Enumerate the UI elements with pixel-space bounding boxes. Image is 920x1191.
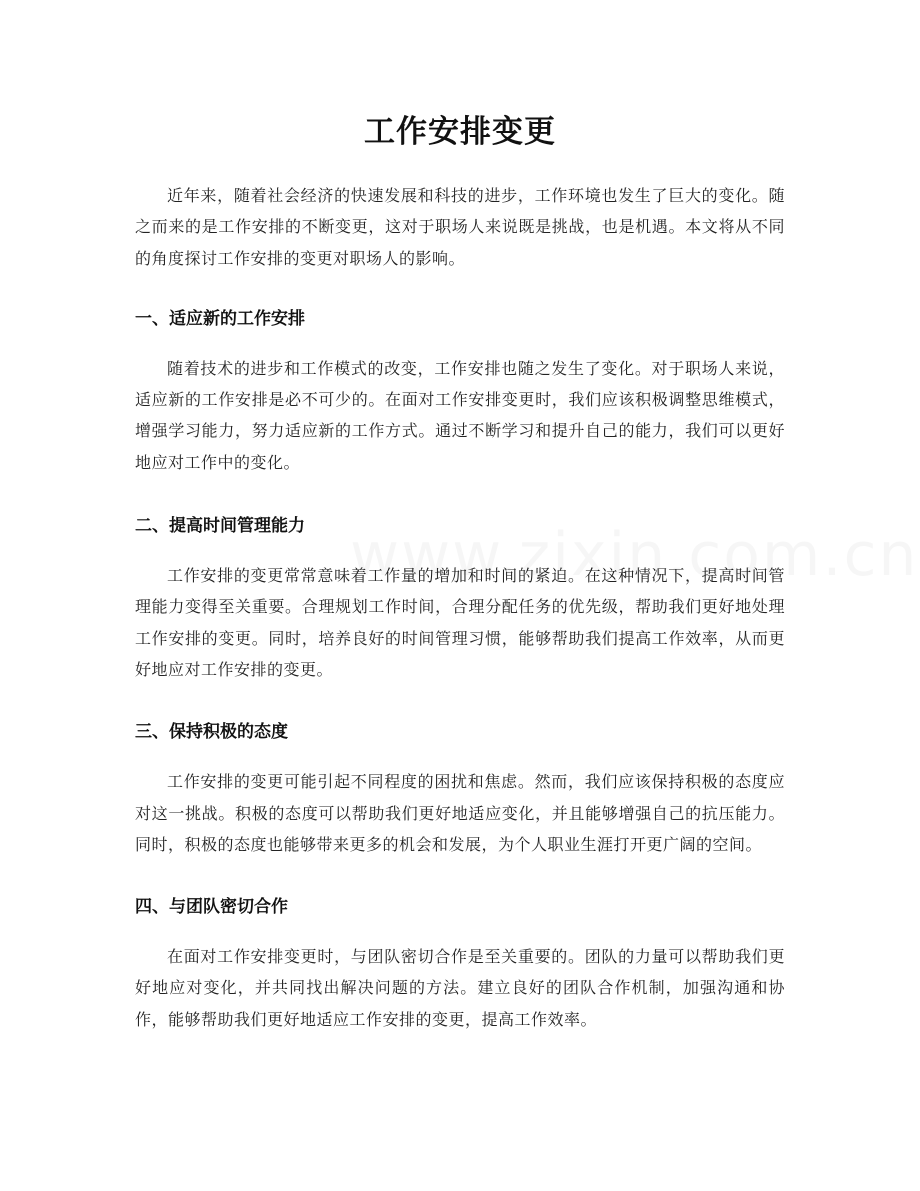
section-body-teamwork: 在面对工作安排变更时，与团队密切合作是至关重要的。团队的力量可以帮助我们更好地应对变化，并共同找出解决问题的方法。建立良好的团队合作机制，加强沟通和协作，能够帮助我们更好地适应工作安排的变更，提高工作效率。 (135, 947, 785, 1029)
section-body-positive-attitude: 工作安排的变更可能引起不同程度的困扰和焦虑。然而，我们应该保持积极的态度应对这一挑战。积极的态度可以帮助我们更好地适应变化，并且能够增强自己的抗压能力。同时，积极的态度也能够带来更多的机会和发展，为个人职业生涯打开更广阔的空间。 (135, 772, 785, 854)
section-heading-positive-attitude: 三、保持积极的态度 (135, 722, 288, 743)
document-title: 工作安排变更 (364, 114, 556, 150)
section-body-time-management: 工作安排的变更常常意味着工作量的增加和时间的紧迫。在这种情况下，提高时间管理能力变得至关重要。合理规划工作时间，合理分配任务的优先级，帮助我们更好地处理工作安排的变更。同时，培养良好的时间管理习惯，能够帮助我们提高工作效率，从而更好地应对工作安排的变更。 (135, 566, 785, 679)
section-body-adapt: 随着技术的进步和工作模式的改变，工作安排也随之发生了变化。对于职场人来说，适应新的工作安排是必不可少的。在面对工作安排变更时，我们应该积极调整思维模式，增强学习能力，努力适应新的工作方式。通过不断学习和提升自己的能力，我们可以更好地应对工作中的变化。 (135, 358, 785, 472)
section-heading-adapt: 一、适应新的工作安排 (135, 308, 305, 329)
intro-paragraph: 近年来，随着社会经济的快速发展和科技的进步，工作环境也发生了巨大的变化。随之而来的是工作安排的不断变更，这对于职场人来说既是挑战，也是机遇。本文将从不同的角度探讨工作安排的变更对职场人的影响。 (135, 186, 785, 268)
section-heading-teamwork: 四、与团队密切合作 (135, 897, 288, 918)
document-page (135, 0, 785, 1035)
section-heading-time-management: 二、提高时间管理能力 (135, 516, 305, 537)
